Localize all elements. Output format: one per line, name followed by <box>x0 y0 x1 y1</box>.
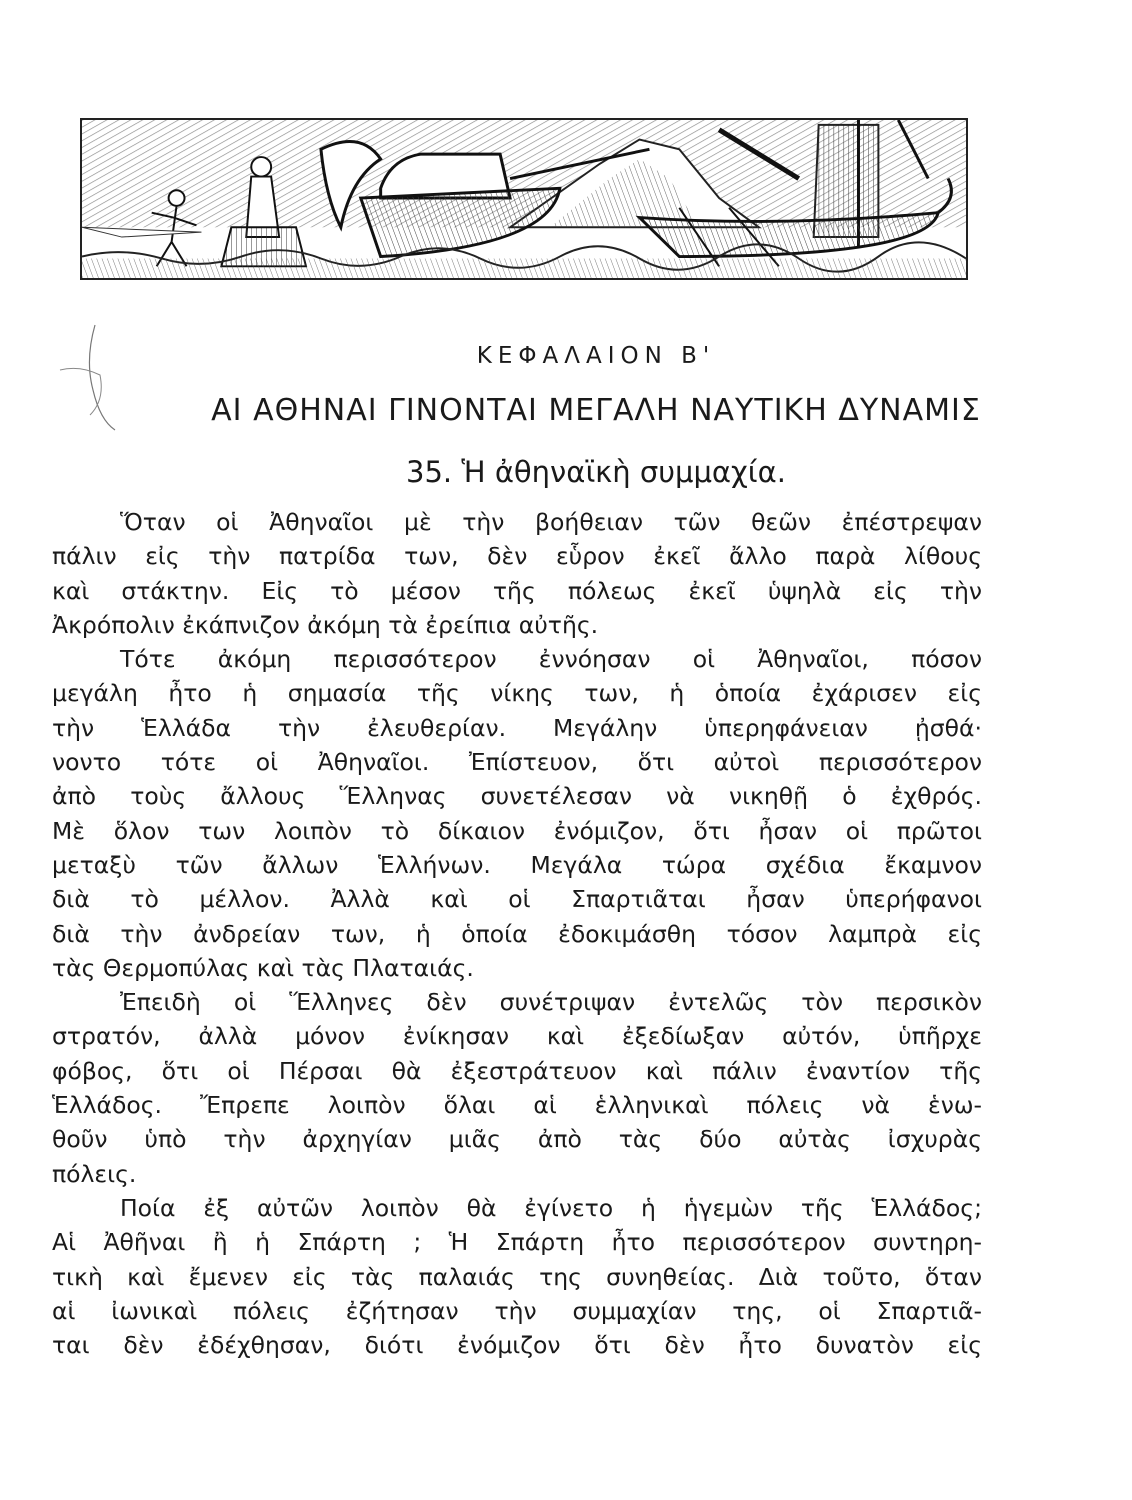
text-line: Μὲ ὅλον των λοιπὸν τὸ δίκαιον ἐνόμιζον, ὅτι ἦσαν οἱ πρῶτοι <box>52 816 982 845</box>
ships-engraving <box>80 118 968 280</box>
text-line: Τότε ἀκόμη περισσότερον ἐννόησαν οἱ Ἀθηναῖοι, πόσον <box>120 645 982 674</box>
text-line: διὰ τὸ μέλλον. Ἀλλὰ καὶ οἱ Σπαρτιᾶται ἦσαν ὑπερήφανοι <box>52 885 982 914</box>
text-line: Αἱ Ἀθῆναι ἢ ἡ Σπάρτη ; Ἡ Σπάρτη ἦτο περισσότερον συντηρη- <box>52 1228 982 1257</box>
text-line: Ποία ἐξ αὐτῶν λοιπὸν θὰ ἐγίνετο ἡ ἡγεμὼν τῆς Ἑλλάδος; <box>120 1193 982 1222</box>
text-line: πόλεις. <box>52 1159 137 1188</box>
chapter-heading: ΚΕΦΑΛΑΙΟΝ Β' <box>476 343 716 369</box>
text-line: Ἐπειδὴ οἱ Ἕλληνες δὲν συνέτριψαν ἐντελῶς τὸν περσικὸν <box>120 988 982 1017</box>
text-line: τικὴ καὶ ἔμενεν εἰς τὰς παλαιάς της συνηθείας. Διὰ τοῦτο, ὅταν <box>52 1262 982 1291</box>
section-heading: 35. Ἡ ἀθηναϊκὴ συμμαχία. <box>406 455 786 489</box>
text-line: στρατόν, ἀλλὰ μόνον ἐνίκησαν καὶ ἐξεδίωξαν αὐτόν, ὑπῆρχε <box>52 1022 982 1051</box>
text-line: τὰς Θερμοπύλας καὶ τὰς Πλαταιάς. <box>52 953 474 982</box>
body-text <box>52 505 982 1362</box>
text-line: τὴν Ἑλλάδα τὴν ἐλευθερίαν. Μεγάλην ὑπερηφάνειαν ᾐσθά· <box>52 713 982 742</box>
text-line: διὰ τὴν ἀνδρείαν των, ἡ ὁποία ἐδοκιμάσθη τόσον λαμπρὰ εἰς <box>52 919 982 948</box>
text-line: Ὅταν οἱ Ἀθηναῖοι μὲ τὴν βοήθειαν τῶν θεῶν ἐπέστρεψαν <box>120 508 982 536</box>
text-line: ἀπὸ τοὺς ἄλλους Ἕλληνας συνετέλεσαν νὰ νικηθῇ ὁ ἐχθρός. <box>52 782 982 811</box>
text-line: ται δὲν ἐδέχθησαν, διότι ἐνόμιζον ὅτι δὲν ἦτο δυνατὸν εἰς <box>52 1331 982 1360</box>
text-line: μεγάλη ἦτο ἡ σημασία τῆς νίκης των, ἡ ὁποία ἐχάρισεν εἰς <box>52 679 982 708</box>
text-line: καὶ στάκτην. Εἰς τὸ μέσον τῆς πόλεως ἐκεῖ ὑψηλὰ εἰς τὴν <box>52 576 982 605</box>
text-line: θοῦν ὑπὸ τὴν ἀρχηγίαν μιᾶς ἀπὸ τὰς δύο αὐτὰς ἰσχυρὰς <box>52 1125 982 1154</box>
chapter-title: ΑΙ ΑΘΗΝΑΙ ΓΙΝΟΝΤΑΙ ΜΕΓΑΛΗ ΝΑΥΤΙΚΗ ΔΥΝΑΜΙΣ <box>211 393 981 428</box>
text-line: Ἑλλάδος. Ἔπρεπε λοιπὸν ὅλαι αἱ ἑλληνικαὶ πόλεις νὰ ἑνω- <box>52 1091 982 1120</box>
text-line: φόβος, ὅτι οἱ Πέρσαι θὰ ἐξεστράτευον καὶ πάλιν ἐναντίον τῆς <box>52 1056 982 1085</box>
text-line: νοντο τότε οἱ Ἀθηναῖοι. Ἐπίστευον, ὅτι αὐτοὶ περισσότερον <box>52 748 982 777</box>
text-line: μεταξὺ τῶν ἄλλων Ἑλλήνων. Μεγάλα τώρα σχέδια ἔκαμνον <box>52 850 982 879</box>
text-line: αἱ ἰωνικαὶ πόλεις ἐζήτησαν τὴν συμμαχίαν της, οἱ Σπαρτιᾶ- <box>52 1296 982 1325</box>
text-line: Ἀκρόπολιν ἐκάπνιζον ἀκόμη τὰ ἐρείπια αὐτῆς. <box>52 610 599 639</box>
text-line: πάλιν εἰς τὴν πατρίδα των, δὲν εὗρον ἐκεῖ ἄλλο παρὰ λίθους <box>52 542 982 571</box>
